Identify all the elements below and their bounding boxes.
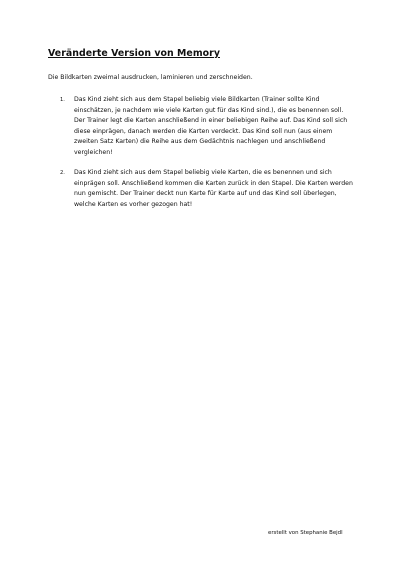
list-number: 1. bbox=[60, 97, 65, 103]
list-item-1 bbox=[48, 95, 358, 158]
list-item-paragraph: Das Kind zieht sich aus dem Stapel beliebig viele Bildkarten (Trainer sollte Kind einschätzen, je nachdem wie viele Karten gut für das Kind sind.), die es benennen soll. bbox=[74, 96, 344, 114]
list-item-paragraph: Das Kind zieht sich aus dem Stapel beliebig viele Karten, die es benennen und sich einprägen soll. Anschließend kommen die Karten zurück in den Stapel. Die Karten werden nun gemischt. Der Trainer deckt nun Karte für Karte auf und das Kind soll überlegen, welche Karten es vorher gezogen hat! bbox=[74, 169, 353, 208]
instruction-list bbox=[48, 95, 358, 220]
page-title: Veränderte Version von Memory bbox=[48, 48, 220, 59]
author-credit: erstellt von Stephanie Bejdl bbox=[268, 530, 343, 536]
list-number: 2. bbox=[60, 170, 65, 176]
intro-text: Die Bildkarten zweimal ausdrucken, laminieren und zerschneiden. bbox=[48, 74, 253, 81]
list-item-paragraph: Der Trainer legt die Karten anschließend in einer beliebigen Reihe auf. Das Kind soll sich diese einprägen, danach werden die Karten verdeckt. Das Kind soll nun (aus einem zweiten Satz Karten) die Reihe aus dem Gedächtnis nachlegen und anschließend vergleichen! bbox=[74, 117, 348, 156]
list-item-2 bbox=[48, 168, 358, 210]
